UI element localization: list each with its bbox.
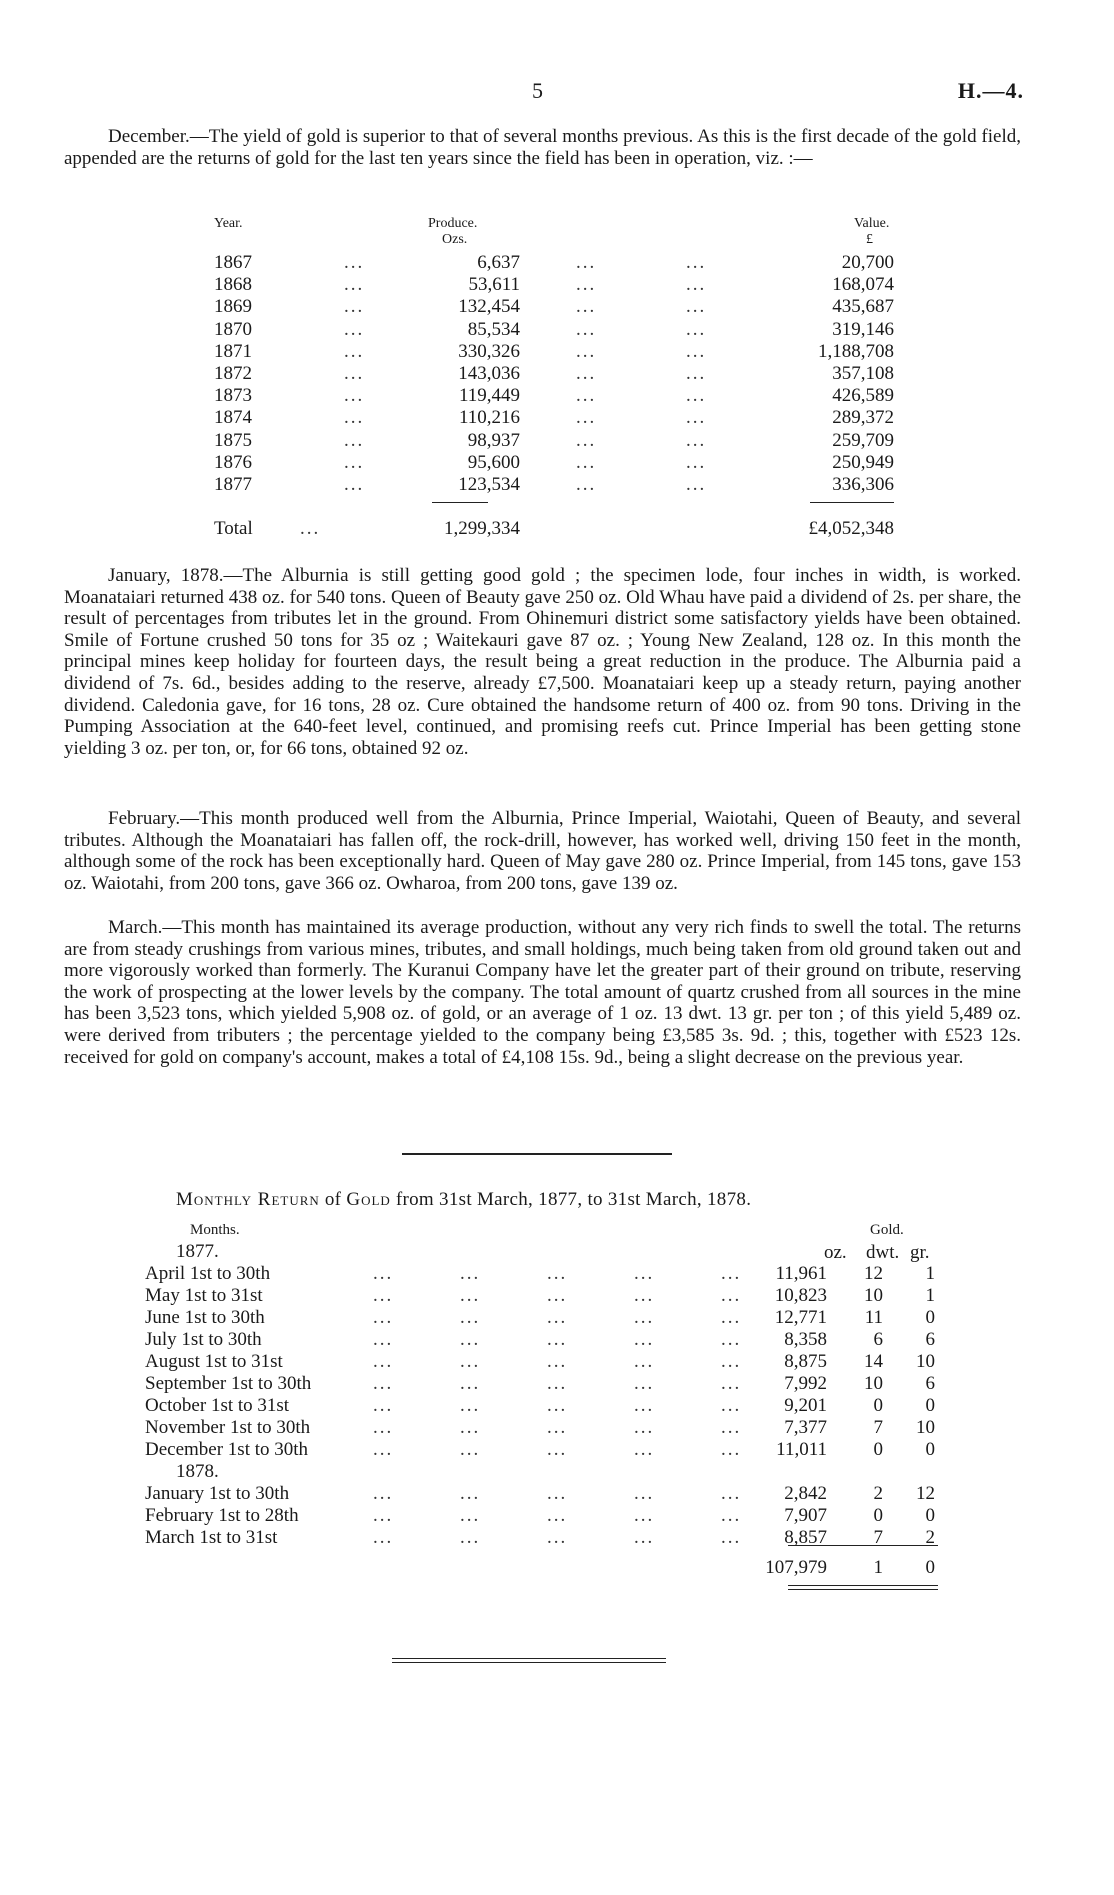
row-dots: ...	[373, 1505, 394, 1526]
row-ozs: 53,611	[468, 274, 520, 296]
row-leaders	[373, 1373, 808, 1395]
row-dots: ...	[547, 1483, 568, 1504]
row-dots: ...	[576, 363, 597, 384]
row-value: 168,074	[832, 274, 894, 296]
yearly-row	[214, 319, 894, 341]
row-dots: ...	[576, 407, 597, 429]
row-dots: ...	[460, 1351, 481, 1372]
row-month: April 1st to 30th	[145, 1263, 271, 1284]
row-oz: 8,857	[784, 1527, 827, 1548]
row-dots: ...	[576, 274, 597, 296]
row-dots: ...	[547, 1439, 568, 1460]
row-year: 1870	[214, 318, 252, 340]
row-month: December 1st to 30th	[145, 1439, 309, 1460]
row-dots: ...	[721, 1263, 742, 1284]
row-dwt: 10	[864, 1285, 883, 1306]
row-ozs: 98,937	[467, 429, 520, 451]
row-value: 435,687	[832, 296, 894, 318]
row-dots: ...	[576, 340, 597, 362]
yearly-row	[214, 430, 894, 452]
row-year: 1877	[214, 474, 252, 495]
row-dots: ...	[373, 1307, 394, 1328]
row-dots: ...	[373, 1373, 394, 1394]
row-dots: ...	[547, 1373, 568, 1394]
total-ozs: 1,299,334	[444, 518, 520, 539]
row-dwt: 7	[873, 1527, 883, 1548]
total-gr: 0	[925, 1557, 935, 1578]
total-label: Total	[214, 518, 253, 539]
row-month: February 1st to 28th	[145, 1505, 299, 1526]
monthly-sum-rule	[788, 1545, 938, 1546]
row-dwt: 0	[873, 1439, 883, 1460]
row-dots: ...	[547, 1351, 568, 1372]
row-oz: 8,875	[784, 1351, 827, 1372]
row-dots: ...	[373, 1417, 394, 1438]
header-gr: gr.	[910, 1242, 930, 1263]
row-year: 1873	[214, 385, 252, 407]
row-dots: ...	[634, 1527, 655, 1548]
row-year: 1867	[214, 252, 252, 273]
row-dots: ...	[634, 1417, 655, 1438]
produce-sum-rule	[432, 502, 488, 503]
paragraph-march: March.—This month has maintained its average production, without any very rich finds to swell the total. The returns are from steady crushings from various mines, tributes, and small holdings, much being taken from old ground taken out and more vigorously worked than formerly. The Kuranui Company have let the greater part of their ground on tribute, reserving the work of prospecting at the lower levels by the company. The total amount of quartz crushed from all sources in the mine has been 3,523 tons, which yielded 5,908 oz. of gold, or an average of 1 oz. 13 dwt. 13 gr. per ton ; of this yield 5,489 oz. were derived from tributers ; the percentage yielded to the company being £3,585 3s. 9d. ; this, together with £523 12s. received for gold on company's account, makes a total of £4,108 15s. 9d., being a slight decrease on the previous year.	[64, 917, 1021, 1068]
row-month: August 1st to 31st	[145, 1351, 283, 1372]
row-dots: ...	[721, 1285, 742, 1306]
row-value: 1,188,708	[818, 340, 894, 362]
row-dots: ...	[721, 1505, 742, 1526]
section-divider	[402, 1153, 672, 1155]
row-dots: ...	[721, 1307, 742, 1328]
row-dots: ...	[373, 1439, 394, 1460]
monthly-total-row	[145, 1557, 935, 1579]
row-year: 1872	[214, 363, 252, 384]
monthly-row	[145, 1439, 935, 1461]
row-oz: 11,961	[775, 1263, 827, 1284]
row-dots: ...	[373, 1285, 394, 1306]
row-month: May 1st to 31st	[145, 1285, 263, 1306]
header-produce-unit: Ozs.	[442, 232, 468, 247]
row-gr: 0	[925, 1307, 935, 1328]
row-oz: 7,907	[784, 1505, 827, 1526]
value-sum-rule	[810, 502, 894, 503]
row-leaders	[373, 1307, 808, 1329]
monthly-row	[145, 1373, 935, 1395]
row-gr: 0	[925, 1439, 935, 1460]
monthly-row	[145, 1351, 935, 1373]
row-gr: 12	[916, 1483, 935, 1504]
row-dots: ...	[634, 1505, 655, 1526]
row-dots: ...	[686, 296, 707, 318]
monthly-row	[145, 1417, 935, 1439]
row-oz: 11,011	[776, 1439, 827, 1460]
row-dots: ...	[634, 1263, 655, 1284]
row-dots: ...	[460, 1395, 481, 1416]
header-value: Value.	[854, 216, 890, 231]
header-dwt: dwt.	[866, 1242, 900, 1263]
row-dots: ...	[686, 318, 707, 340]
row-dwt: 14	[864, 1351, 883, 1372]
row-leaders	[373, 1417, 808, 1439]
row-year: 1868	[214, 274, 252, 296]
row-dwt: 0	[873, 1505, 883, 1526]
row-ozs: 330,326	[458, 340, 520, 362]
monthly-row	[145, 1329, 935, 1351]
monthly-row	[145, 1395, 935, 1417]
document-code: H.—4.	[957, 78, 1024, 103]
row-dots: ...	[576, 252, 597, 273]
row-gr: 1	[925, 1263, 935, 1284]
yearly-row	[214, 341, 894, 363]
row-value: 289,372	[832, 407, 894, 429]
row-leaders	[373, 1483, 808, 1505]
monthly-row	[145, 1263, 935, 1285]
yearly-row	[214, 296, 894, 318]
row-dots: ...	[344, 274, 365, 296]
row-oz: 2,842	[784, 1483, 827, 1504]
yearly-total-row	[214, 518, 894, 540]
header-produce: Produce.	[428, 216, 478, 231]
row-dwt: 12	[864, 1263, 883, 1284]
row-dwt: 11	[864, 1307, 883, 1328]
row-dots: ...	[686, 451, 707, 473]
row-gr: 10	[916, 1351, 935, 1372]
row-dots: ...	[547, 1263, 568, 1284]
row-dots: ...	[547, 1527, 568, 1548]
row-leaders	[373, 1351, 808, 1373]
row-dots: ...	[721, 1527, 742, 1548]
yearly-row	[214, 452, 894, 474]
row-leaders	[373, 1285, 808, 1307]
row-dots: ...	[686, 252, 707, 273]
monthly-row	[145, 1483, 935, 1505]
row-dots: ...	[373, 1483, 394, 1504]
header-gold: Gold.	[870, 1222, 904, 1238]
row-oz: 7,992	[784, 1373, 827, 1394]
row-value: 336,306	[832, 474, 894, 495]
monthly-table-title: Monthly Return of Gold from 31st March, 1877, to 31st March, 1878.	[176, 1189, 752, 1210]
row-ozs: 110,216	[458, 407, 520, 429]
row-gr: 0	[925, 1505, 935, 1526]
total-value: £4,052,348	[808, 518, 894, 539]
row-dots: ...	[373, 1351, 394, 1372]
row-dots: ...	[460, 1285, 481, 1306]
row-ozs: 85,534	[467, 318, 520, 340]
row-dots: ...	[344, 296, 365, 318]
row-dots: ...	[460, 1329, 481, 1350]
row-ozs: 95,600	[467, 451, 520, 473]
row-month: January 1st to 30th	[145, 1483, 290, 1504]
row-dots: ...	[344, 407, 365, 429]
row-dots: ...	[547, 1307, 568, 1328]
paragraph-january: January, 1878.—The Alburnia is still getting good gold ; the specimen lode, four inches in width, is worked. Moanataiari returned 438 oz. for 540 tons. Queen of Beauty gave 250 oz. Old Whau have paid a dividend of 2s. per share, the result of percentages from tributes let in the ground. From Ohinemuri district some satisfactory yields have been obtained. Smile of Fortune crushed 50 tons for 35 oz ; Waitekauri gave 87 oz. ; Young New Zealand, 128 oz. In this month the principal mines keep holiday for fourteen days, the result being a great reduction in the produce. The Alburnia paid a dividend of 7s. 6d., besides adding to the reserve, already £7,500. Moanataiari keep up a steady return, paying another dividend. Caledonia gave, for 16 tons, 28 oz. Cure obtained the handsome return of 400 oz. from 90 tons. Driving in the Pumping Association at the 640-feet level, continued, and promising reefs cut. Prince Imperial has been getting stone yielding 3 oz. per ton, or, for 66 tons, obtained 92 oz.	[64, 565, 1021, 759]
row-gr: 0	[925, 1395, 935, 1416]
row-dwt: 6	[873, 1329, 883, 1350]
row-month: July 1st to 30th	[145, 1329, 262, 1350]
row-dots: ...	[634, 1395, 655, 1416]
row-dots: ...	[576, 385, 597, 407]
total-oz: 107,979	[765, 1557, 827, 1578]
row-dots: ...	[373, 1395, 394, 1416]
yearly-row	[214, 252, 894, 274]
row-dwt: 7	[873, 1417, 883, 1438]
row-oz: 12,771	[774, 1307, 827, 1328]
row-ozs: 132,454	[458, 296, 520, 318]
row-dots: ...	[547, 1285, 568, 1306]
end-rule-1	[392, 1658, 666, 1659]
row-dots: ...	[460, 1505, 481, 1526]
row-month: March 1st to 31st	[145, 1527, 278, 1548]
row-dots: ...	[460, 1439, 481, 1460]
paragraph-december: December.—The yield of gold is superior to that of several months previous. As this is the first decade of the gold field, appended are the returns of gold for the last ten years since the field has been in operation, viz. :—	[64, 126, 1021, 169]
row-dots: ...	[686, 385, 707, 407]
row-ozs: 6,637	[477, 252, 520, 273]
header-year: Year.	[214, 216, 243, 231]
row-value: 426,589	[832, 385, 894, 407]
row-dots: ...	[634, 1329, 655, 1350]
row-dots: ...	[634, 1285, 655, 1306]
row-leaders	[373, 1439, 808, 1461]
row-oz: 8,358	[784, 1329, 827, 1350]
row-dwt: 10	[864, 1373, 883, 1394]
row-dots: ...	[344, 429, 365, 451]
total-dots: ...	[300, 518, 321, 539]
row-dots: ...	[634, 1483, 655, 1504]
row-leaders	[373, 1505, 808, 1527]
row-ozs: 119,449	[458, 385, 520, 407]
row-gr: 6	[925, 1329, 935, 1350]
row-year: 1871	[214, 340, 252, 362]
row-year: 1874	[214, 407, 252, 429]
row-dots: ...	[686, 274, 707, 296]
row-dots: ...	[576, 296, 597, 318]
monthly-row	[145, 1505, 935, 1527]
row-dots: ...	[460, 1527, 481, 1548]
row-dots: ...	[576, 318, 597, 340]
monthly-row	[145, 1307, 935, 1329]
row-dots: ...	[721, 1395, 742, 1416]
row-dots: ...	[460, 1483, 481, 1504]
row-dots: ...	[344, 363, 365, 384]
row-dots: ...	[576, 474, 597, 495]
row-dots: ...	[576, 429, 597, 451]
row-dots: ...	[373, 1263, 394, 1284]
row-dots: ...	[721, 1439, 742, 1460]
row-dots: ...	[634, 1307, 655, 1328]
row-month: September 1st to 30th	[145, 1373, 312, 1394]
row-dots: ...	[686, 363, 707, 384]
row-dots: ...	[373, 1527, 394, 1548]
row-dots: ...	[344, 340, 365, 362]
end-rule-2	[392, 1662, 666, 1663]
row-month: October 1st to 31st	[145, 1395, 290, 1416]
total-dwt: 1	[873, 1557, 883, 1578]
row-dots: ...	[686, 474, 707, 495]
paragraph-february: February.—This month produced well from the Alburnia, Prince Imperial, Waiotahi, Queen of Beauty, and several tributes. Although the Moanataiari has fallen off, the rock-drill, however, has worked well, driving 150 feet in the month, although some of the rock has been exceptionally hard. Queen of May gave 280 oz. Prince Imperial, from 145 tons, gave 153 oz. Waiotahi, from 200 tons, gave 366 oz. Owharoa, from 200 tons, gave 139 oz.	[64, 808, 1021, 894]
year-label-1877: 1877.	[176, 1241, 219, 1262]
row-dwt: 2	[873, 1483, 883, 1504]
double-rule-top	[788, 1585, 938, 1586]
year-label-1878: 1878.	[176, 1461, 219, 1482]
header-months: Months.	[190, 1222, 240, 1238]
row-gr: 2	[925, 1527, 935, 1548]
double-rule-bottom	[788, 1589, 938, 1590]
row-oz: 9,201	[784, 1395, 827, 1416]
row-oz: 7,377	[784, 1417, 827, 1438]
row-dots: ...	[344, 318, 365, 340]
row-gr: 10	[916, 1417, 935, 1438]
row-dots: ...	[721, 1417, 742, 1438]
row-dots: ...	[576, 451, 597, 473]
row-ozs: 143,036	[458, 363, 520, 384]
row-gr: 1	[925, 1285, 935, 1306]
row-dots: ...	[460, 1263, 481, 1284]
row-dots: ...	[686, 429, 707, 451]
row-oz: 10,823	[774, 1285, 827, 1306]
row-dots: ...	[460, 1417, 481, 1438]
row-dots: ...	[344, 252, 365, 273]
row-dots: ...	[721, 1483, 742, 1504]
row-dots: ...	[344, 451, 365, 473]
row-dots: ...	[344, 385, 365, 407]
header-oz: oz.	[824, 1242, 847, 1263]
row-dots: ...	[547, 1329, 568, 1350]
row-dots: ...	[344, 474, 365, 495]
yearly-row	[214, 407, 894, 429]
row-dots: ...	[634, 1351, 655, 1372]
row-dots: ...	[721, 1373, 742, 1394]
row-dots: ...	[634, 1373, 655, 1394]
row-month: November 1st to 30th	[145, 1417, 311, 1438]
yearly-row	[214, 474, 894, 496]
row-year: 1869	[214, 296, 252, 318]
row-dots: ...	[547, 1395, 568, 1416]
row-year: 1875	[214, 429, 252, 451]
row-value: 319,146	[832, 318, 894, 340]
row-dots: ...	[686, 407, 707, 429]
header-value-unit: £	[866, 232, 873, 247]
row-dots: ...	[721, 1351, 742, 1372]
row-leaders	[373, 1527, 808, 1549]
row-year: 1876	[214, 451, 252, 473]
row-dots: ...	[686, 340, 707, 362]
row-dwt: 0	[873, 1395, 883, 1416]
row-dots: ...	[460, 1307, 481, 1328]
row-value: 20,700	[841, 252, 894, 273]
row-leaders	[373, 1329, 808, 1351]
row-ozs: 123,534	[458, 474, 520, 495]
monthly-row	[145, 1285, 935, 1307]
row-dots: ...	[373, 1329, 394, 1350]
row-dots: ...	[634, 1439, 655, 1460]
yearly-row	[214, 363, 894, 385]
row-gr: 6	[925, 1373, 935, 1394]
row-value: 259,709	[832, 429, 894, 451]
row-dots: ...	[460, 1373, 481, 1394]
page-number: 5	[532, 78, 543, 103]
row-month: June 1st to 30th	[145, 1307, 265, 1328]
row-value: 250,949	[832, 451, 894, 473]
row-dots: ...	[547, 1505, 568, 1526]
yearly-row	[214, 385, 894, 407]
row-value: 357,108	[832, 363, 894, 384]
row-leaders	[373, 1263, 808, 1285]
row-dots: ...	[547, 1417, 568, 1438]
row-dots: ...	[721, 1329, 742, 1350]
row-leaders	[373, 1395, 808, 1417]
yearly-row	[214, 274, 894, 296]
